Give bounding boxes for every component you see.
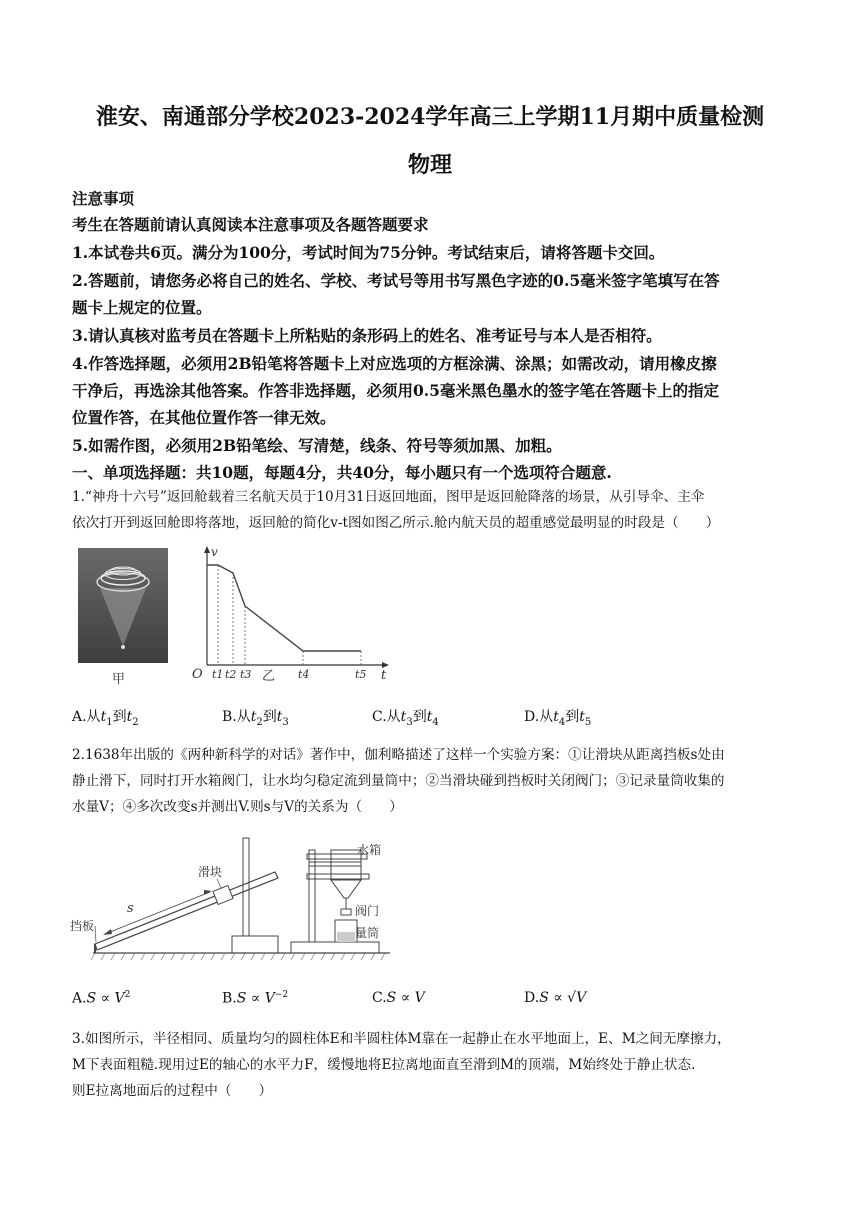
subject-title: 物理 [407, 152, 452, 178]
tank-funnel [331, 880, 361, 898]
tick-t2: t2 [225, 668, 237, 681]
velocity-curve [207, 565, 361, 651]
tick-t3: t3 [240, 668, 252, 681]
tick-t5: t5 [355, 668, 367, 681]
q1-line-2: 依次打开到返回舱即将落地，返回舱的简化v-t图如图乙所示.舱内航天员的超重感觉最明显的时段是（ ） [72, 515, 720, 531]
q2-line-3: 水量V；④多次改变s并测出V.则s与V的关系为（ ） [72, 799, 403, 815]
q3-line-1: 3.如图所示，半径相同、质量均匀的圆柱体E和半圆柱体M靠在一起静止在水平地面上，E、M之间无摩擦力， [72, 1031, 731, 1047]
label-baffle: 挡板 [70, 919, 95, 933]
tick-t1: t1 [212, 668, 224, 681]
q1-option-d: D.从$t_4$到$t_5$ [524, 709, 592, 728]
notice-item-4a: 4.作答选择题，必须用2B铅笔将答题卡上对应选项的方框涂满、涂黑；如需改动，请用橡皮擦 [72, 354, 717, 373]
stand-base-right [291, 942, 379, 953]
ground-hatch [91, 953, 385, 960]
parachute-illustration [78, 548, 168, 663]
notice-item-4c: 位置作答，在其他位置作答一律无效。 [72, 408, 336, 427]
v-axis-arrow-icon [204, 546, 210, 553]
clamp-middle [309, 862, 361, 866]
notice-item-3: 3.请认真核对监考员在答题卡上所粘贴的条形码上的姓名、准考证号与本人是否相符。 [72, 326, 662, 345]
label-valve: 阀门 [355, 904, 380, 918]
water-level [337, 932, 355, 942]
notice-item-4b: 干净后，再选涂其他答案。作答非选择题，必须用0.5毫米黑色墨水的签字笔在答题卡上的指定 [72, 381, 719, 400]
notice-item-5: 5.如需作图，必须用2B铅笔绘、写清楚，线条、符号等须加黑、加粗。 [72, 436, 562, 455]
label-tank: 水箱 [357, 843, 382, 857]
v-axis-label: v [211, 545, 218, 559]
slider-leader [217, 879, 221, 888]
clamp-lower [307, 874, 369, 879]
incline-plane [95, 872, 278, 950]
stand-base-left [232, 936, 278, 953]
distance-arrow-tail-icon [204, 890, 212, 895]
notice-heading: 注意事项 [72, 189, 135, 208]
q3-line-2: M下表面粗糙.现用过E的轴心的水平力F，缓慢地将E拉离地面直至滑到M的顶端，M始终处于静止状态. [72, 1057, 696, 1073]
valve [341, 909, 351, 915]
label-cylinder: 量筒 [355, 926, 380, 940]
distance-arrow-head-icon [103, 929, 112, 935]
stand-pole-left [243, 838, 249, 936]
label-slider: 滑块 [198, 865, 223, 879]
stand-pole-right [309, 850, 315, 942]
distance-arrow [105, 892, 210, 934]
q2-line-2: 静止滑下，同时打开水箱阀门，让水均匀稳定流到量筒中；②当滑块碰到挡板时关闭阀门；③记录量筒收集的 [72, 773, 725, 789]
notice-intro: 考生在答题前请认真阅读本注意事项及各题答题要求 [72, 215, 429, 234]
tick-t4: t4 [298, 668, 310, 681]
figure-yi-caption: 乙 [262, 669, 276, 683]
q2-option-a: $A.S \propto V^2$ [72, 990, 131, 1007]
q1-option-b: B.从$t_2$到$t_3$ [222, 709, 289, 728]
q3-line-3: 则E拉离地面后的过程中（ ） [72, 1083, 273, 1099]
vt-graph [185, 543, 395, 683]
q2-option-d: D.S ∝ √V [524, 990, 587, 1006]
slider-block [213, 886, 233, 905]
q1-option-a: A.从$t_1$到$t_2$ [72, 709, 139, 728]
origin-label: O [192, 667, 203, 682]
galileo-apparatus [65, 832, 395, 967]
notice-item-1: 1.本试卷共6页。满分为100分，考试时间为75分钟。考试结束后，请将答题卡交回。 [72, 243, 665, 262]
descent-photo [78, 548, 168, 663]
figure-jia-caption: 甲 [112, 672, 126, 687]
exam-title: 淮安、南通部分学校2023-2024学年高三上学期11月期中质量检测 [95, 104, 765, 130]
t-axis-label: t [381, 668, 387, 683]
q1-option-c: C.从$t_3$到$t_4$ [372, 709, 439, 728]
baffle-leader [95, 926, 96, 942]
section-heading: 一、单项选择题：共10题，每题4分，共40分，每小题只有一个选项符合题意. [72, 463, 612, 482]
q2-option-c: C.S ∝ V [372, 990, 425, 1006]
notice-item-2b: 题卡上规定的位置。 [72, 298, 212, 317]
q1-line-1: 1.“神舟十六号”返回舱载着三名航天员于10月31日返回地面，图甲是返回舱降落的场景，从引导伞、主伞 [72, 489, 705, 505]
notice-item-2a: 2.答题前，请您务必将自己的姓名、学校、考试号等用书写黑色字迹的0.5毫米签字笔填写在答 [72, 271, 720, 290]
label-s: s [127, 901, 134, 916]
q2-line-1: 2.1638年出版的《两种新科学的对话》著作中，伽利略描述了这样一个实验方案：①让滑块从距离挡板s处由 [72, 747, 725, 763]
q2-option-b: $B.S \propto V^{-2}$ [222, 990, 289, 1007]
